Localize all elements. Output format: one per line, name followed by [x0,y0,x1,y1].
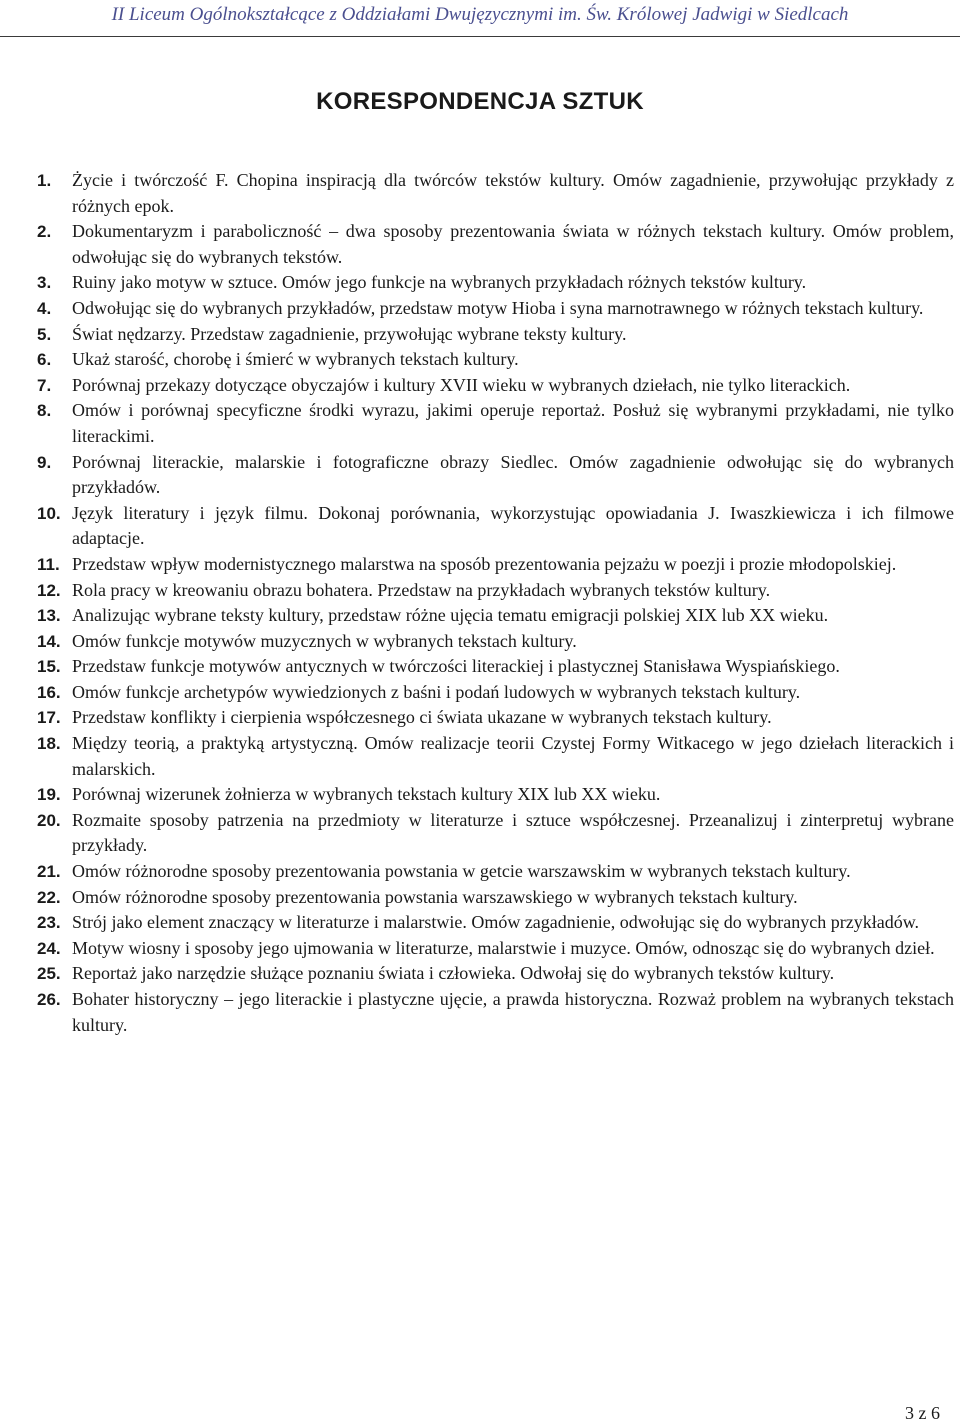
school-name-header: II Liceum Ogólnokształcące z Oddziałami Dwujęzycznymi im. Św. Królowej Jadwigi w Siedlcach [111,4,849,25]
topic-number: 24. [37,938,61,958]
topic-text: Omów funkcje motywów muzycznych w wybranych tekstach kultury. [72,630,577,651]
topic-text: Strój jako element znaczący w literaturze i malarstwie. Omów zagadnienie, odwołując się do wybranych przykładów. [72,912,920,933]
topic-number: 11. [37,554,60,574]
topic-text: Przedstaw funkcje motywów antycznych w twórczości literackiej i plastycznej Stanisława Wyspiańskiego. [72,656,840,677]
topic-number: 14. [37,631,61,651]
topic-text: Język literatury i język filmu. Dokonaj porównania, wykorzystując opowiadania J. Iwaszkiewicza i ich filmowe adaptacje. [72,502,954,549]
document-title: KORESPONDENCJA SZTUK [316,88,644,115]
topic-item [37,808,954,859]
topic-number: 4. [37,298,52,318]
topic-number: 22. [37,887,61,907]
topic-text: Odwołując się do wybranych przykładów, przedstaw motyw Hioba i syna marnotrawnego w różnych tekstach kultury. [72,297,924,318]
topic-number: 18. [37,734,61,754]
topic-number: 2. [37,222,52,242]
topic-item [37,296,954,322]
topic-number: 10. [37,503,61,523]
topic-item [37,322,954,348]
topic-text: Motyw wiosny i sposoby jego ujmowania w literaturze, malarstwie i muzyce. Omów, odnosząc się do wybranych dzieł. [72,937,935,958]
topic-text: Analizując wybrane teksty kultury, przedstaw różne ujęcia tematu emigracji polskiej XIX lub XX wieku. [72,605,829,626]
topic-item [37,859,954,885]
page-header [0,0,960,37]
topic-number: 5. [37,324,52,344]
topic-number: 25. [37,964,61,984]
topic-text: Omów różnorodne sposoby prezentowania powstania warszawskiego w wybranych tekstach kultury. [72,886,798,907]
topic-text: Porównaj przekazy dotyczące obyczajów i kultury XVII wieku w wybranych dziełach, nie tylko literackich. [72,374,851,395]
topic-number: 17. [37,708,61,728]
topic-item [37,936,954,962]
topic-text: Ukaż starość, chorobę i śmierć w wybranych tekstach kultury. [72,349,519,370]
topic-list [37,168,954,1038]
topic-number: 9. [37,452,52,472]
topic-item [37,731,954,782]
topic-number: 12. [37,580,61,600]
topic-number: 15. [37,657,61,677]
topic-item [37,654,954,680]
topic-item [37,603,954,629]
topic-item [37,552,954,578]
topic-text: Przedstaw wpływ modernistycznego malarstwa na sposób prezentowania pejzażu w poezji i prozie młodopolskiej. [72,553,897,574]
topic-item [37,885,954,911]
topic-text: Reportaż jako narzędzie służące poznaniu świata i człowieka. Odwołaj się do wybranych tekstów kultury. [72,963,835,984]
topic-text: Porównaj literackie, malarskie i fotograficzne obrazy Siedlec. Omów zagadnienie odwołując się do wybranych przykładów. [72,451,954,498]
topic-item [37,168,954,219]
topic-text: Porównaj wizerunek żołnierza w wybranych tekstach kultury XIX lub XX wieku. [72,784,661,805]
topic-item [37,450,954,501]
topic-text: Dokumentaryzm i paraboliczność – dwa sposoby prezentowania świata w różnych tekstach kultury. Omów problem, odwołując się do wybranych tekstów. [72,221,954,267]
topic-item [37,270,954,296]
topic-number: 26. [37,990,61,1009]
topic-number: 21. [37,862,61,882]
topic-number: 20. [37,810,61,830]
topic-item [37,705,954,731]
topic-text: Omów funkcje archetypów wywiedzionych z baśni i podań ludowych w wybranych tekstach kultury. [72,681,801,702]
topic-number: 13. [37,606,61,626]
topic-item [37,987,954,1038]
topic-number: 3. [37,273,52,293]
page-number: 3 z 6 [905,1403,940,1423]
topic-item [37,398,954,449]
topic-item [37,782,954,808]
topic-number: 23. [37,913,61,933]
topic-item [37,347,954,373]
topic-item [37,219,954,270]
topic-item [37,629,954,655]
topic-item [37,910,954,936]
topic-text: Rola pracy w kreowaniu obrazu bohatera. Przedstaw na przykładach wybranych tekstów kultury. [72,579,771,600]
topic-item [37,501,954,552]
topic-item [37,961,954,987]
topic-item [37,578,954,604]
topic-text: Przedstaw konflikty i cierpienia współczesnego ci świata ukazane w wybranych tekstach kultury. [72,707,772,728]
topic-text: Omów i porównaj specyficzne środki wyrazu, jakimi operuje reportaż. Posłuż się wybranymi przykładami, nie tylko literackimi. [72,400,954,446]
topic-text: Ruiny jako motyw w sztuce. Omów jego funkcje na wybranych przykładach różnych tekstów kultury. [72,272,807,293]
topic-item [37,373,954,399]
topic-number: 8. [37,401,52,421]
topic-item [37,680,954,706]
topic-text: Omów różnorodne sposoby prezentowania powstania w getcie warszawskim w wybranych tekstach kultury. [72,861,851,882]
topic-number: 16. [37,682,61,702]
topic-text: Życie i twórczość F. Chopina inspiracją dla twórców tekstów kultury. Omów zagadnienie, przywołując przykłady z różnych epok. [72,170,954,216]
topic-text: Bohater historyczny – jego literackie i plastyczne ujęcie, a prawda historyczna. Rozważ problem na wybranych tekstach kultury. [72,989,954,1035]
topic-number: 7. [37,375,52,395]
topic-number: 1. [37,171,52,190]
topic-number: 6. [37,350,52,370]
topic-text: Rozmaite sposoby patrzenia na przedmioty w literaturze i sztuce współczesnej. Przeanalizuj i zinterpretuj wybrane przykłady. [72,809,954,856]
topic-text: Świat nędzarzy. Przedstaw zagadnienie, przywołując wybrane teksty kultury. [72,323,627,344]
topic-number: 19. [37,785,61,805]
topic-text: Między teorią, a praktyką artystyczną. Omów realizacje teorii Czystej Formy Witkacego w jego dziełach literackich i malarskich. [72,733,954,779]
